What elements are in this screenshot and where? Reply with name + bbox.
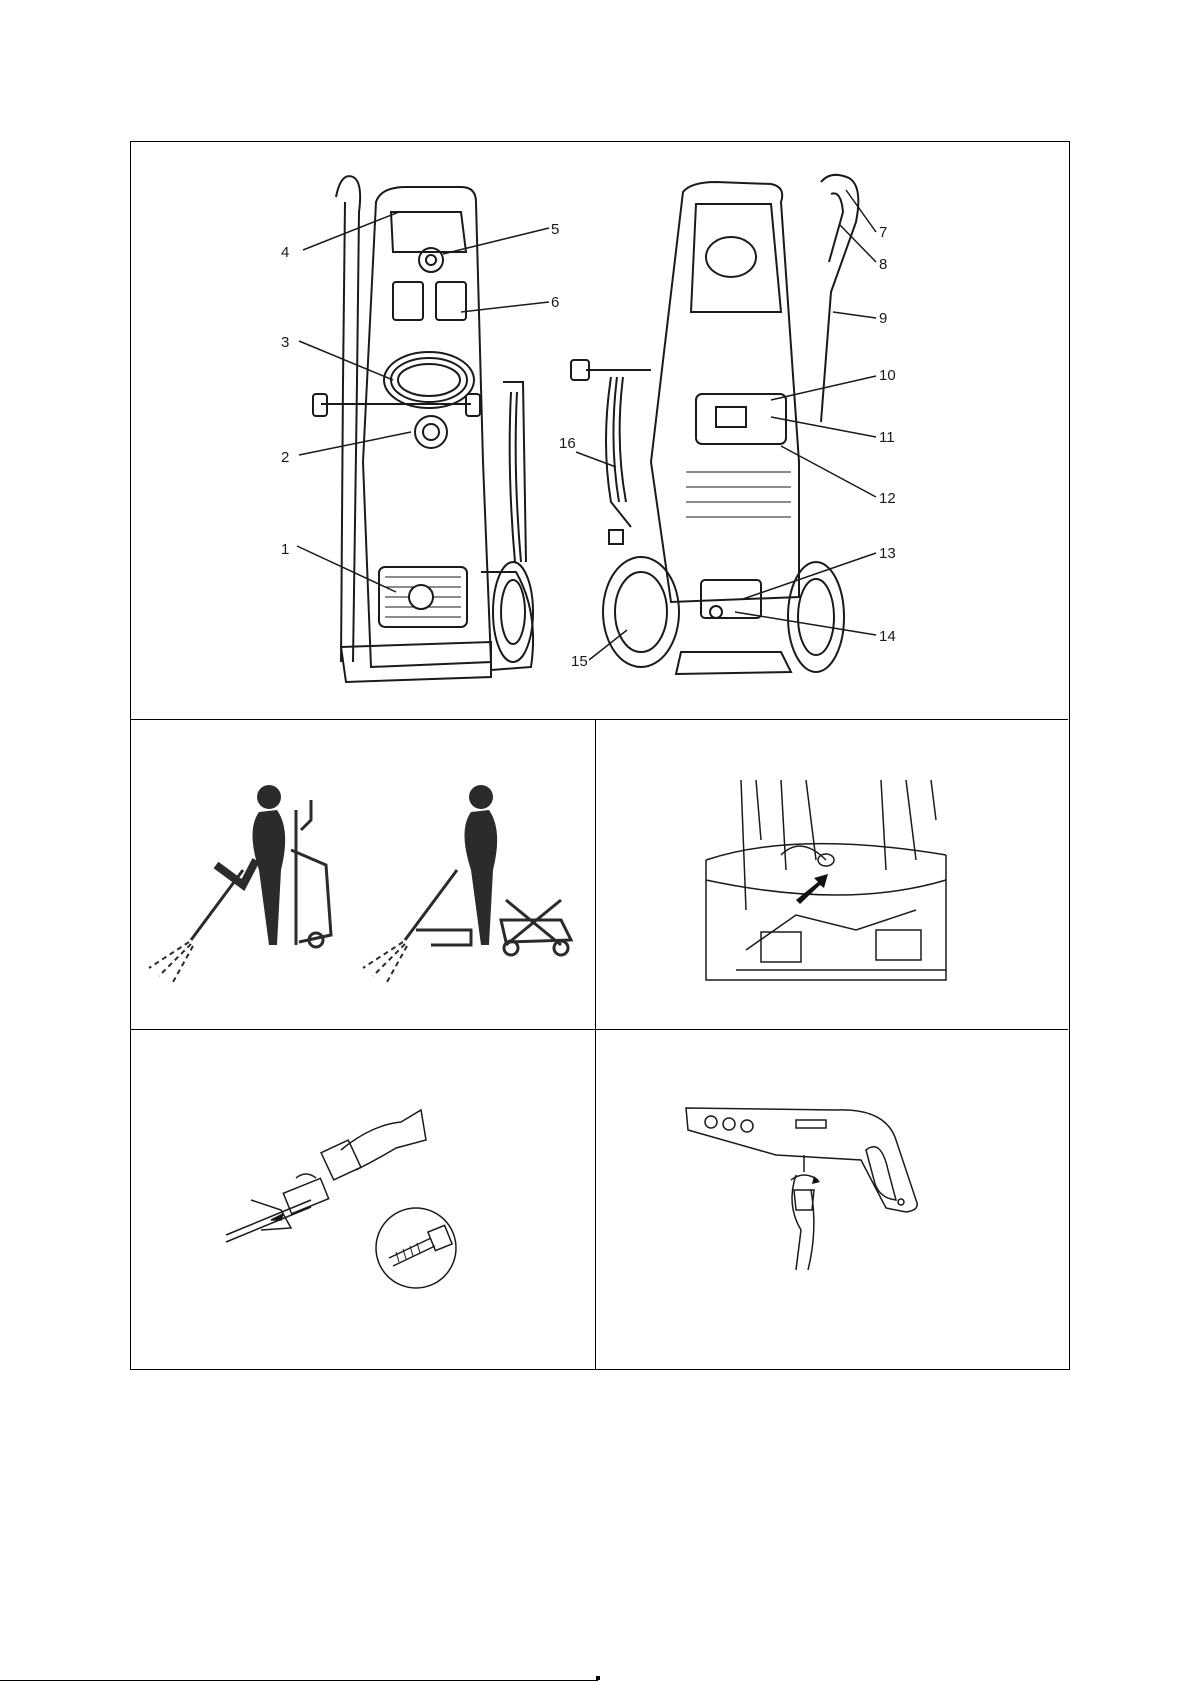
figure-grid (130, 141, 1070, 1370)
callout-1: 1 (281, 541, 290, 558)
rear-view-machine (571, 175, 858, 674)
correct-posture-person (149, 785, 331, 982)
callout-2: 2 (281, 449, 290, 466)
callout-3: 3 (281, 334, 290, 351)
callout-12: 12 (879, 490, 896, 507)
callout-13: 13 (879, 545, 896, 562)
incorrect-posture-person-crossed (363, 785, 571, 982)
hose-connect-panel (596, 720, 1068, 1029)
callout-9: 9 (879, 310, 888, 327)
callout-leaders (297, 190, 876, 660)
footer-rule (0, 1680, 598, 1681)
rotate-arrow (296, 1174, 316, 1178)
callout-14: 14 (879, 628, 896, 645)
push-arrow (796, 874, 828, 904)
footer-rule-tick (596, 1676, 600, 1680)
callout-numbers (281, 221, 896, 670)
callout-7: 7 (879, 224, 888, 241)
trigger-gun-panel (596, 1030, 1068, 1369)
detail-magnifier (376, 1208, 456, 1288)
callout-4: 4 (281, 244, 290, 261)
callout-15: 15 (571, 653, 588, 670)
trigger-gun (686, 1108, 917, 1270)
callout-16: 16 (559, 435, 576, 452)
callout-5: 5 (551, 221, 560, 238)
posture-panel (131, 720, 595, 1029)
callout-11: 11 (879, 429, 895, 446)
callout-8: 8 (879, 256, 888, 273)
front-view-machine (313, 176, 533, 682)
lance-connect-panel (131, 1030, 595, 1369)
callout-10: 10 (879, 367, 896, 384)
overview-panel (131, 142, 1068, 719)
overview-illustration (131, 142, 1068, 719)
callout-6: 6 (551, 294, 560, 311)
